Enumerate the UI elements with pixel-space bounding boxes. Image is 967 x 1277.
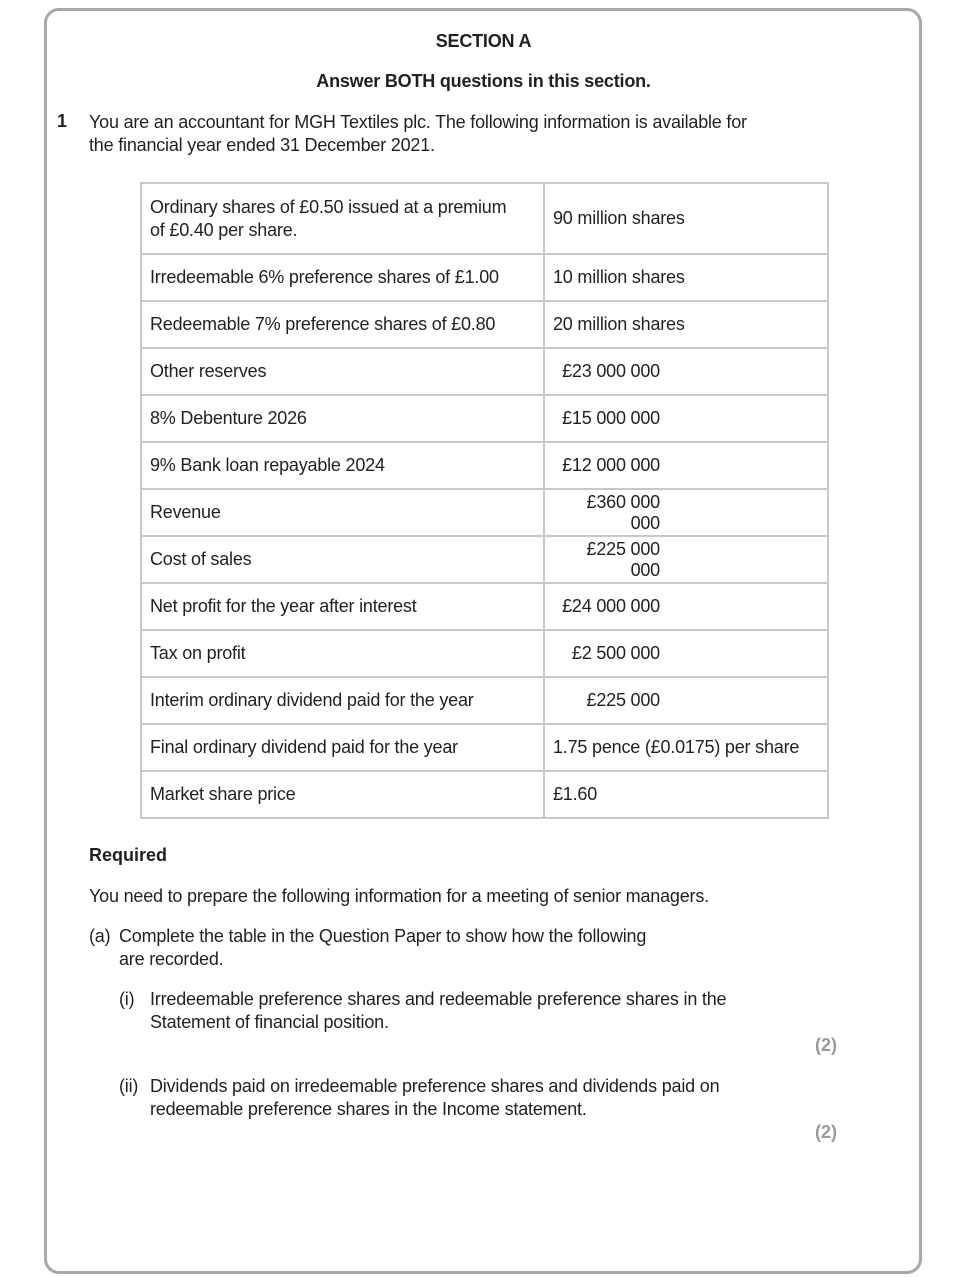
row-label: Final ordinary dividend paid for the year [141,724,544,771]
table-row [141,771,828,818]
row-label: Market share price [141,771,544,818]
required-intro: You need to prepare the following information for a meeting of senior managers. [89,886,709,906]
part-a-text [119,925,739,971]
amount: £15 000 000 [562,408,660,428]
amount: £360 000 000 [586,491,660,533]
amount: £2 500 000 [571,643,660,663]
row-label: Other reserves [141,348,544,395]
table-row [141,630,828,677]
marks-ii: (2) [815,1122,837,1142]
subpart-i-text [150,988,810,1034]
row-label [141,183,544,254]
table-row [141,442,828,489]
table-row [141,536,828,583]
row-value [544,583,828,630]
question-intro-line: You are an accountant for MGH Textiles plc. The following information is available for [89,112,747,132]
subpart-line: redeemable preference shares in the Income statement. [150,1099,587,1119]
table-row [141,677,828,724]
part-a-line: are recorded. [119,949,224,969]
row-value [544,489,828,536]
row-label: Net profit for the year after interest [141,583,544,630]
row-value [544,348,828,395]
row-value [544,395,828,442]
amount: £12 000 000 [562,455,660,475]
amount: £225 000 000 [586,538,660,580]
row-label: Revenue [141,489,544,536]
row-value [544,442,828,489]
question-intro-line: the financial year ended 31 December 2021. [89,135,435,155]
table-row [141,724,828,771]
marks-i: (2) [815,1035,837,1055]
table-row [141,254,828,301]
row-value: 10 million shares [544,254,828,301]
subpart-i-tag: (i) [119,989,135,1009]
subpart-ii-tag: (ii) [119,1076,139,1096]
row-label: 9% Bank loan repayable 2024 [141,442,544,489]
row-label: Cost of sales [141,536,544,583]
section-title: SECTION A [435,31,532,51]
table-row [141,583,828,630]
row-value [544,536,828,583]
amount: £225 000 [586,690,660,710]
row-label: Redeemable 7% preference shares of £0.80 [141,301,544,348]
financial-data-table [140,182,829,819]
row-label-line: of £0.40 per share. [150,219,298,240]
row-label: Tax on profit [141,630,544,677]
row-value: 20 million shares [544,301,828,348]
table-row [141,348,828,395]
row-value: 90 million shares [544,183,828,254]
table-row [141,489,828,536]
row-label-line: Ordinary shares of £0.50 issued at a premium [150,196,507,217]
row-value: £1.60 [544,771,828,818]
question-number: 1 [57,111,68,131]
part-a-line: Complete the table in the Question Paper to show how the following [119,926,647,946]
row-value: 1.75 pence (£0.0175) per share [544,724,828,771]
amount: £24 000 000 [562,596,660,616]
row-label: 8% Debenture 2026 [141,395,544,442]
table-row [141,183,828,254]
row-value [544,630,828,677]
amount: £23 000 000 [562,361,660,381]
subpart-line: Dividends paid on irredeemable preference shares and dividends paid on [150,1076,720,1096]
row-label: Interim ordinary dividend paid for the year [141,677,544,724]
part-a-tag: (a) [89,926,111,946]
section-instruction: Answer BOTH questions in this section. [316,71,651,91]
required-heading: Required [89,845,168,865]
subpart-line: Irredeemable preference shares and redeemable preference shares in the [150,989,727,1009]
table-row [141,301,828,348]
table-row [141,395,828,442]
question-intro [89,111,809,157]
subpart-line: Statement of financial position. [150,1012,389,1032]
row-value [544,677,828,724]
subpart-ii-text [150,1075,810,1121]
row-label: Irredeemable 6% preference shares of £1.00 [141,254,544,301]
